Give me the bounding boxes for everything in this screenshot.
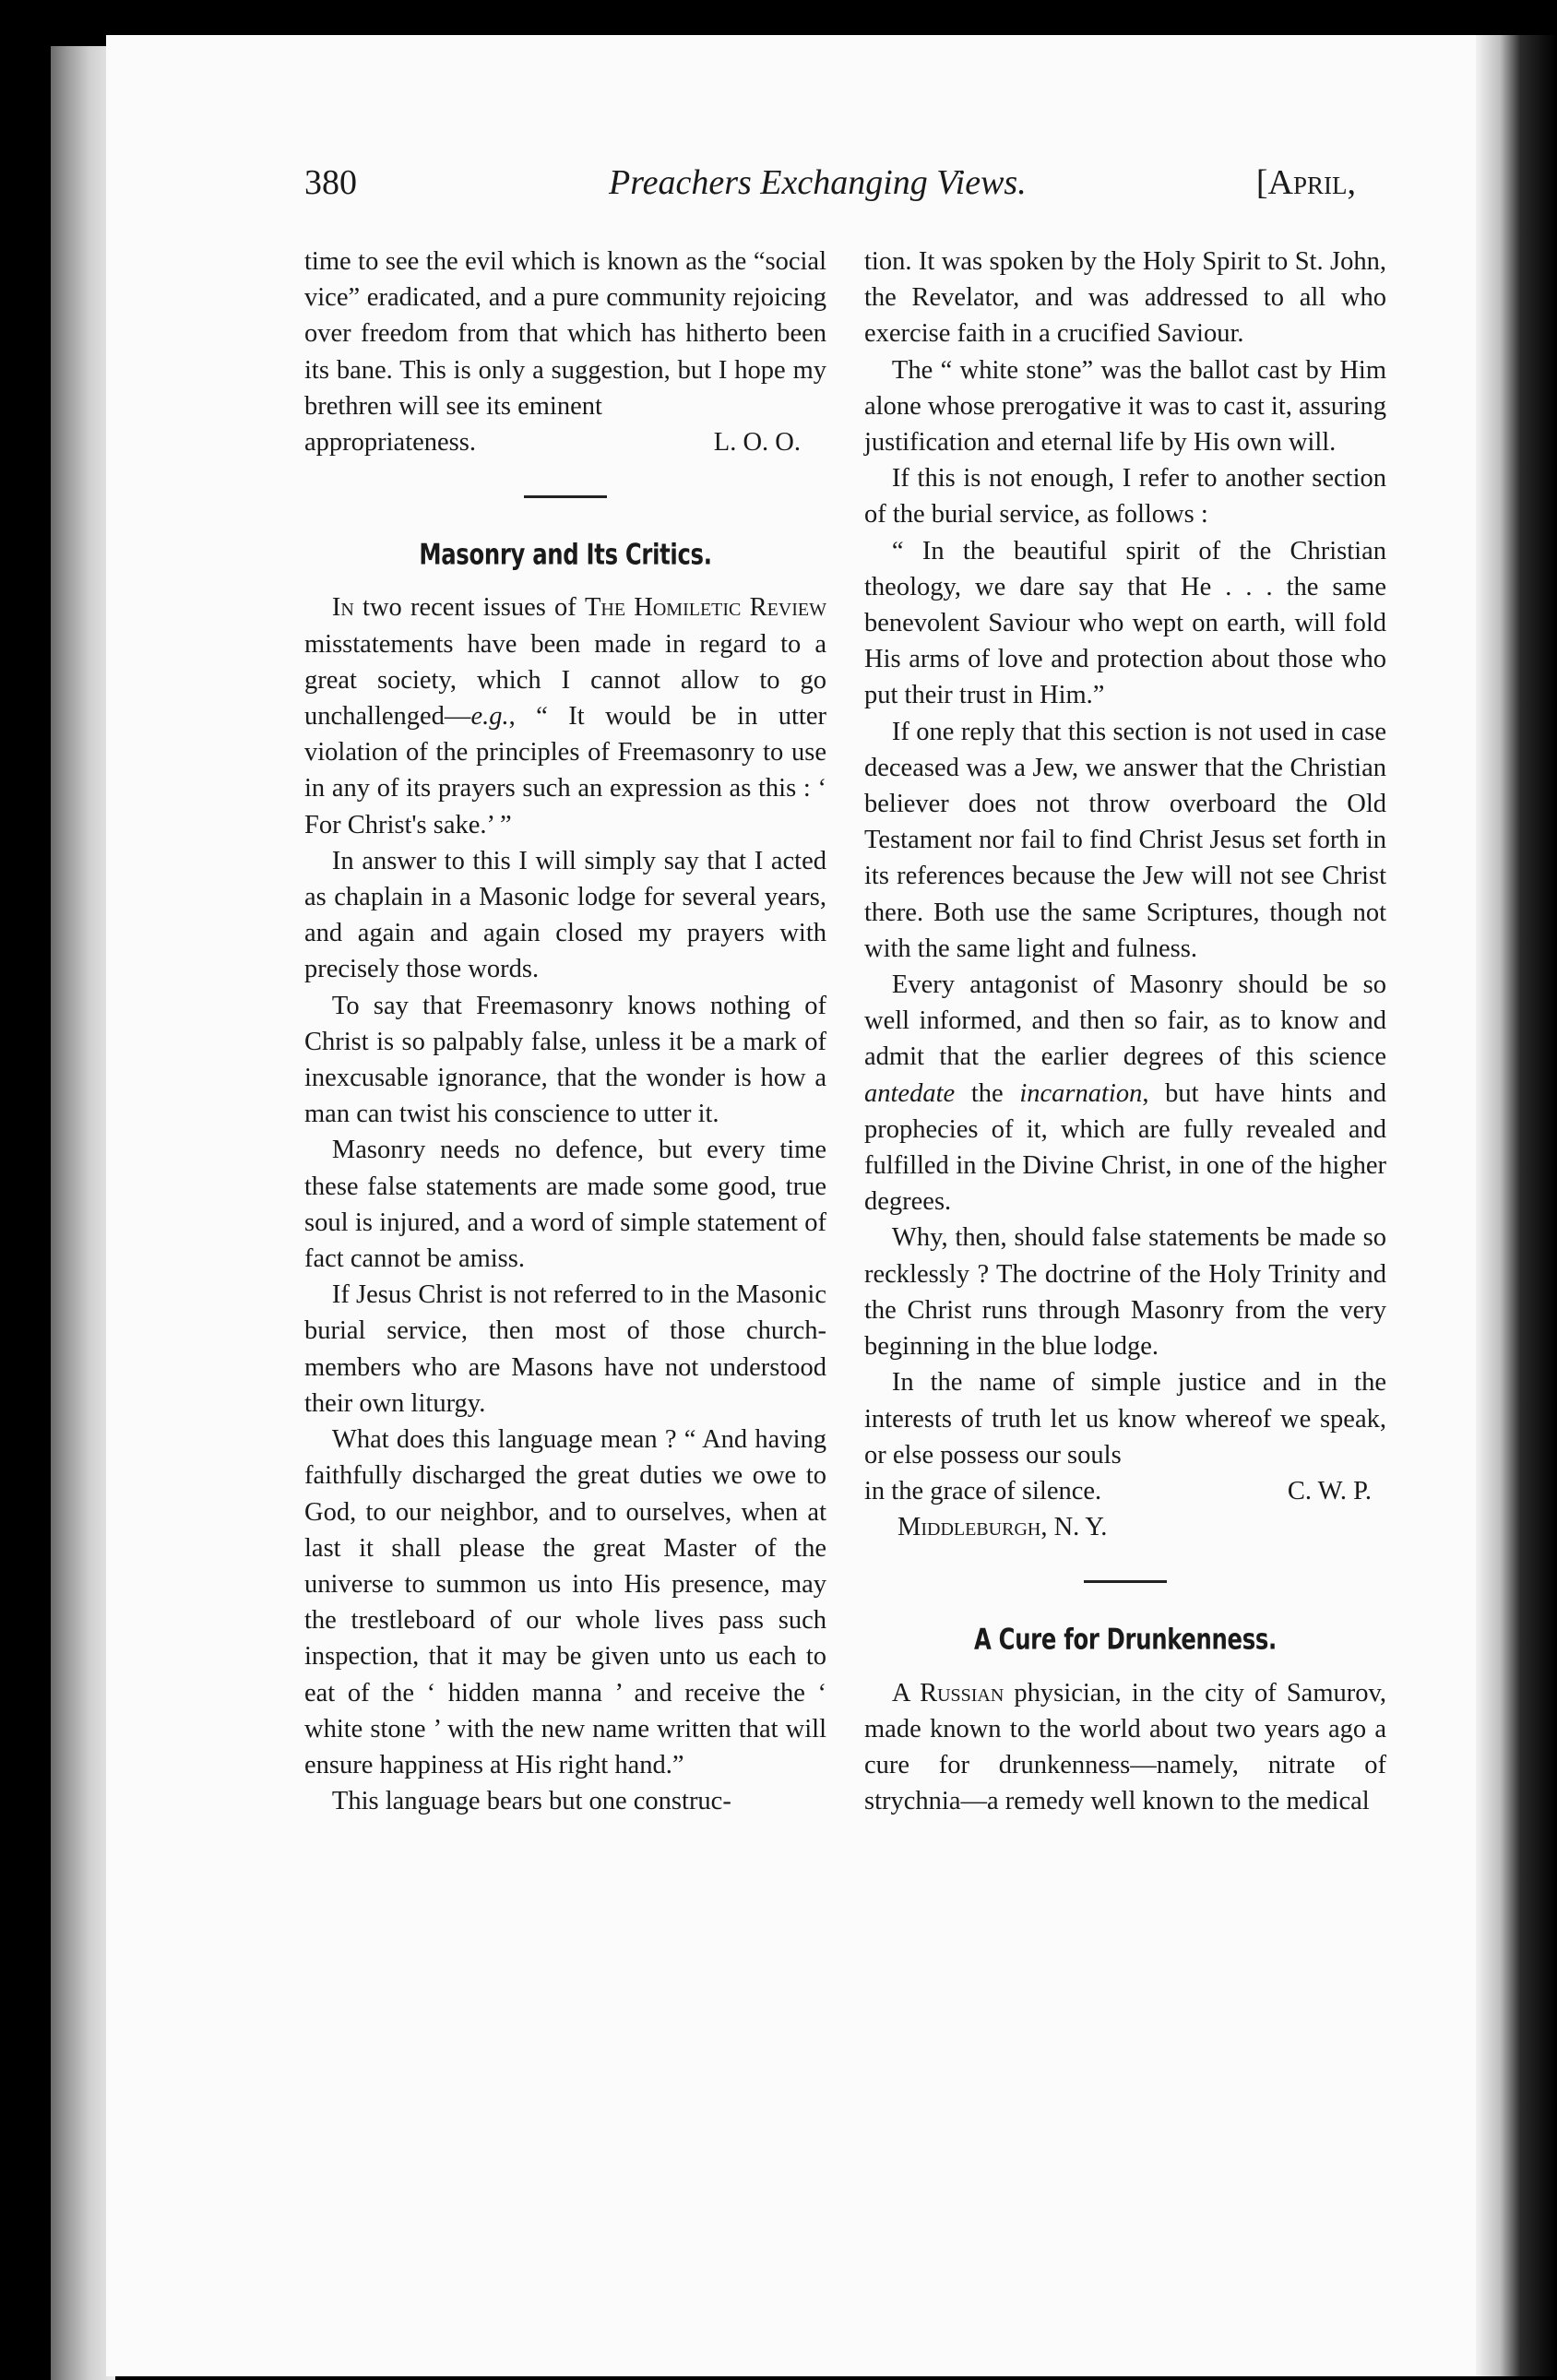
paragraph: time to see the evil which is known as the “social vice” eradicated, and a pure community rejoicing over freedom from that which has hitherto been its bane. This is only a suggestion, but I hope my brethren will see its eminent xyxy=(304,247,826,421)
page-gutter-shadow xyxy=(1476,35,1557,2376)
paragraph: In the name of simple justice and in the interests of truth let us know whereof we speak, or else possess our souls xyxy=(864,1368,1386,1470)
paragraph: To say that Freemasonry knows nothing of Christ is so palpably false, unless it be a mark of inexcusable ignorance, that the wonder is how a man can twist his conscience to utter it. xyxy=(304,991,826,1129)
paragraph-end: appropriateness. L. O. O. xyxy=(304,424,826,460)
paragraph: The “ white stone” was the ballot cast by Him alone whose prerogative it was to cast it, assuring justification and eternal life by His own will. xyxy=(864,355,1386,458)
signature: L. O. O. xyxy=(713,428,801,458)
paragraph: tion. It was spoken by the Holy Spirit to St. John, the Revelator, and was addressed to all who exercise faith in a crucified Saviour. xyxy=(864,247,1386,349)
section-divider xyxy=(1084,1580,1167,1583)
left-column xyxy=(304,244,826,1819)
paragraph: If this is not enough, I refer to another section of the burial service, as follows : xyxy=(864,464,1386,530)
paragraph: In two recent issues of The Homiletic Review misstatements have been made in regard to a great society, which I cannot allow to go unchallenged—e.g., “ It would be in utter violation of the principles of Freemasonry to use in any of its prayers such an expression as this : ‘ For Christ's sake.’ ” xyxy=(304,593,826,839)
paragraph: A Russian physician, in the city of Samurov, made known to the world about two years ago a cure for drunkenness—namely, nitrate of strychnia—a remedy well known to the medical xyxy=(864,1678,1387,1816)
issue-month: [April, xyxy=(1255,163,1356,202)
paragraph: In answer to this I will simply say that I acted as chaplain in a Masonic lodge for several years, and again and again closed my prayers with precisely those words. xyxy=(304,846,826,984)
running-title: Preachers Exchanging Views. xyxy=(609,163,1027,202)
paragraph: Masonry needs no defence, but every time these false statements are made some good, true soul is injured, and a word of simple statement of fact cannot be amiss. xyxy=(304,1136,826,1274)
paragraph: Every antagonist of Masonry should be so well informed, and then so fair, as to know and admit that the earlier degrees of this science antedate the incarnation, but have hints and prophecies of it, which are fully revealed and fulfilled in the Divine Christ, in one of the higher degrees. xyxy=(864,970,1387,1217)
page-number: 380 xyxy=(304,163,357,202)
right-column xyxy=(864,244,1386,1819)
dateline: Middleburgh, N. Y. xyxy=(897,1513,1108,1542)
paragraph: Why, then, should false statements be made so recklessly ? The doctrine of the Holy Trinity and the Christ runs through Masonry from the very beginning in the blue lodge. xyxy=(864,1223,1386,1362)
paragraph: If Jesus Christ is not referred to in the Masonic burial service, then most of those church-members who are Masons have not understood their own liturgy. xyxy=(304,1280,826,1418)
paragraph: This language bears but one construc- xyxy=(331,1787,731,1816)
section-divider xyxy=(524,495,607,498)
signature: C. W. P. xyxy=(1287,1476,1372,1505)
paragraph: What does this language mean ? “ And having faithfully discharged the great duties we owe to God, to our neighbor, and to ourselves, when at last it shall please the great Master of the universe to summon us into His presence, may the trestleboard of our whole lives pass such inspection, that it may be given unto us each to eat of the ‘ hidden manna ’ and receive the ‘ white stone ’ with the new name written that will ensure happiness at His right hand.” xyxy=(304,1425,826,1779)
running-header xyxy=(304,162,1356,208)
article-title: Masonry and Its Critics. xyxy=(419,538,712,572)
article-title: A Cure for Drunkenness. xyxy=(974,1623,1277,1657)
paragraph: “ In the beautiful spirit of the Christian theology, we dare say that He . . . the same benevolent Saviour who wept on earth, will fold His arms of love and protection about those who put their trust in Him.” xyxy=(864,536,1386,710)
paragraph: If one reply that this section is not used in case deceased was a Jew, we answer that the Christian believer does not throw overboard the Old Testament nor fail to find Christ Jesus set forth in its references because the Jew will not see Christ there. Both use the same Scriptures, though not with the same light and fulness. xyxy=(864,717,1386,963)
paragraph-end: in the grace of silence. C. W. P. xyxy=(864,1473,1386,1509)
